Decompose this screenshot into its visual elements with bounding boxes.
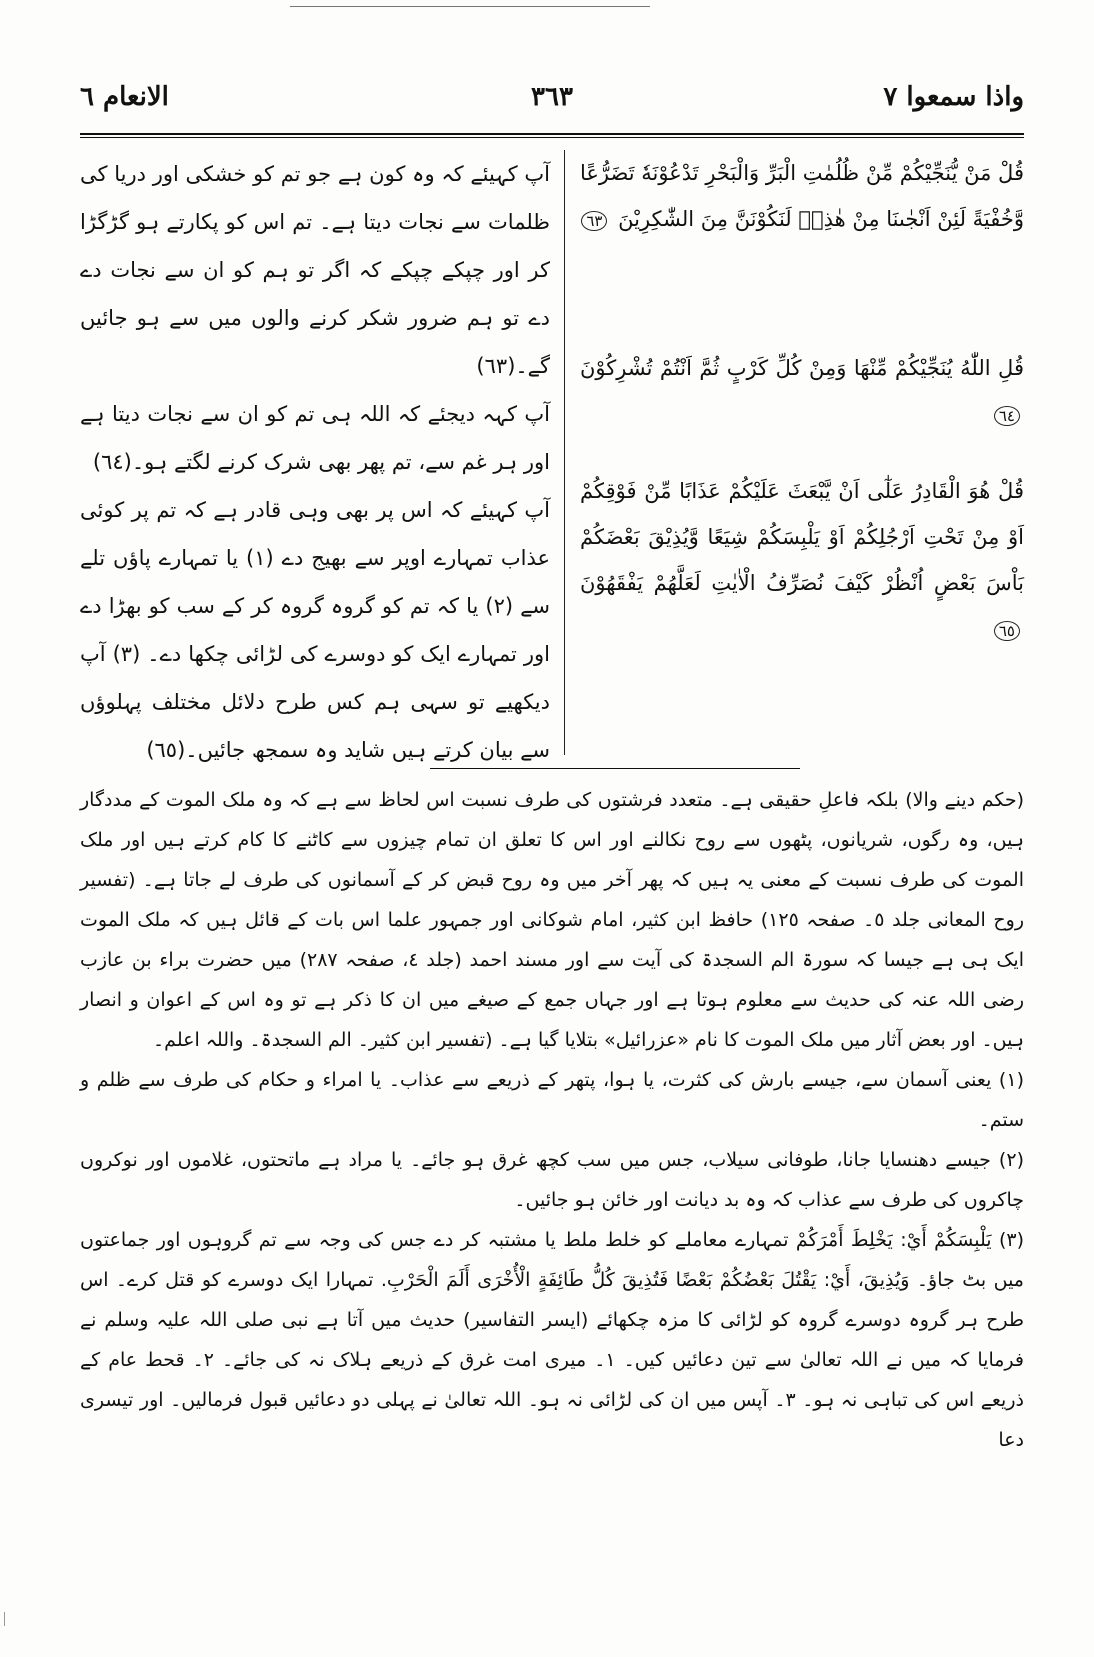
surah-name: الانعام ٦	[80, 82, 169, 112]
juz-name: واذا سمعوا ٧	[883, 82, 1024, 112]
ayah-64	[580, 345, 1024, 439]
ayah-number-64: ٦٤	[994, 406, 1020, 426]
two-column-body	[80, 150, 1024, 762]
translation-65: آپ کہیئے کہ اس پر بھی وہی قادر ہے کہ تم پر کوئی عذاب تمہارے اوپر سے بھیج دے (١) یا تمہارے پاؤں تلے سے (٢) یا کہ تم کو گروہ گروہ کر کے سب کو بھڑا دے اور تمہارے ایک کو دوسرے کی لڑائی چکھا دے۔ (٣) آپ دیکھیے تو سہی ہم کس طرح دلائل مختلف پہلوؤں سے بیان کرتے ہیں شاید وہ سمجھ جائیں۔(٦٥)	[80, 498, 550, 762]
ayah-63-text: قُلْ مَنْ يُّنَجِّيْكُمْ مِّنْ ظُلُمٰتِ الْبَرِّ وَالْبَحْرِ تَدْعُوْنَهٗ تَضَرُّعًا وَّخُفْيَةً لَئِنْ اَنْجٰىنَا مِنْ هٰذِهٖ لَنَكُوْنَنَّ مِنَ الشّٰكِرِيْنَ	[580, 161, 1024, 231]
footnote-1: (١) یعنی آسمان سے، جیسے بارش کی کثرت، یا ہوا، پتھر کے ذریعے سے عذاب۔ یا امراء و حکام کی طرف سے ظلم و ستم۔	[80, 1069, 1024, 1131]
ayah-64-text: قُلِ اللّٰهُ يُنَجِّيْكُمْ مِّنْهَا وَمِنْ كُلِّ كَرْبٍ ثُمَّ اَنْتُمْ تُشْرِكُوْنَ	[580, 356, 1024, 380]
column-divider	[564, 150, 565, 755]
header-divider-thin	[80, 137, 1024, 138]
urdu-translation-column	[80, 150, 550, 774]
ayah-65	[580, 468, 1024, 654]
footnote-divider	[430, 768, 800, 769]
footnote-continued: (حکم دینے والا) بلکہ فاعلِ حقیقی ہے۔ متعدد فرشتوں کی طرف نسبت اس لحاظ سے ہے کہ وہ ملک الموت کے مددگار ہیں، وہ رگوں، شریانوں، پٹھوں سے روح نکالنے اور اس کا تعلق ان تمام چیزوں سے کاٹنے کا کام کرتے ہیں اور ملک الموت کی طرف نسبت کے معنی یہ ہیں کہ پھر آخر میں وہ روح قبض کر کے آسمانوں کی طرف لے جاتا ہے۔ (تفسیر روح المعانی جلد ٥۔ صفحہ ١٢٥) حافظ ابن کثیر، امام شوکانی اور جمہور علما اس بات کے قائل ہیں کہ ملک الموت ایک ہی ہے جیسا کہ سورۃ الم السجدۃ کی آیت سے اور مسند احمد (جلد ٤، صفحہ ٢٨٧) میں حضرت براء بن عازب رضی اللہ عنہ کی حدیث سے معلوم ہوتا ہے اور جہاں جمع کے صیغے میں ان کا ذکر ہے تو وہ اس کے اعوان و انصار ہیں۔ اور بعض آثار میں ملک الموت کا نام «عزرائیل» بتلایا گیا ہے۔ (تفسیر ابن کثیر۔ الم السجدۃ۔ واللہ اعلم۔	[80, 789, 1025, 1051]
ayah-65-text: قُلْ هُوَ الْقَادِرُ عَلٰٓى اَنْ يَّبْعَثَ عَلَيْكُمْ عَذَابًا مِّنْ فَوْقِكُمْ اَوْ مِنْ تَحْتِ اَرْجُلِكُمْ اَوْ يَلْبِسَكُمْ شِيَعًا وَّيُذِيْقَ بَعْضَكُمْ بَاْسَ بَعْضٍ اُنْظُرْ كَيْفَ نُصَرِّفُ الْاٰيٰتِ لَعَلَّهُمْ يَفْقَهُوْنَ	[580, 479, 1024, 595]
footnote-3: (٣) يَلْبِسَكُمْ أَيْ: يَخْلِطَ أَمْرَكُمْ تمہارے معاملے کو خلط ملط یا مشتبہ کر دے جس کی وجہ سے تم گروہوں اور جماعتوں میں بٹ جاؤ۔ وَيُذِيقَ، أَيْ: يَقْتُلَ بَعْضُكُمْ بَعْضًا فَتُذِيقَ كُلُّ طَائِفَةٍ الْأُخْرَى أَلَمَ الْحَرْبِ. تمہارا ایک دوسرے کو قتل کرے۔ اس طرح ہر گروہ دوسرے گروہ کو لڑائی کا مزہ چکھائے (ایسر التفاسیر) حدیث میں آتا ہے نبی صلی اللہ علیہ وسلم نے فرمایا کہ میں نے اللہ تعالیٰ سے تین دعائیں کیں۔ ١۔ میری امت غرق کے ذریعے ہلاک نہ کی جائے۔ ٢۔ قحط عام کے ذریعے اس کی تباہی نہ ہو۔ ٣۔ آپس میں ان کی لڑائی نہ ہو۔ اللہ تعالیٰ نے پہلی دو دعائیں قبول فرمالیں۔ اور تیسری دعا	[80, 1229, 1024, 1451]
top-rule	[290, 6, 650, 7]
translation-64: آپ کہہ دیجئے کہ اللہ ہی تم کو ان سے نجات دیتا ہے اور ہر غم سے، تم پھر بھی شرک کرنے لگتے ہو۔(٦٤)	[80, 402, 550, 474]
margin-mark	[4, 1612, 5, 1626]
footnote-2: (٢) جیسے دھنسایا جانا، طوفانی سیلاب، جس میں سب کچھ غرق ہو جائے۔ یا مراد ہے ماتحتوں، غلاموں اور نوکروں چاکروں کی طرف سے عذاب کہ وہ بد دیانت اور خائن ہو جائیں۔	[80, 1149, 1024, 1211]
page-number: ٣٦٣	[531, 82, 573, 112]
header-divider	[80, 133, 1024, 135]
ayah-63	[580, 150, 1024, 244]
ayah-number-63: ٦٣	[581, 211, 607, 231]
page-header	[80, 82, 1024, 132]
footnotes	[80, 780, 1024, 1460]
ayah-number-65: ٦٥	[994, 621, 1020, 641]
translation-63: آپ کہیئے کہ وہ کون ہے جو تم کو خشکی اور دریا کی ظلمات سے نجات دیتا ہے۔ تم اس کو پکارتے ہو گڑگڑا کر اور چپکے چپکے کہ اگر تو ہم کو ان سے نجات دے دے تو ہم ضرور شکر کرنے والوں میں سے ہو جائیں گے۔(٦٣)	[80, 162, 550, 378]
